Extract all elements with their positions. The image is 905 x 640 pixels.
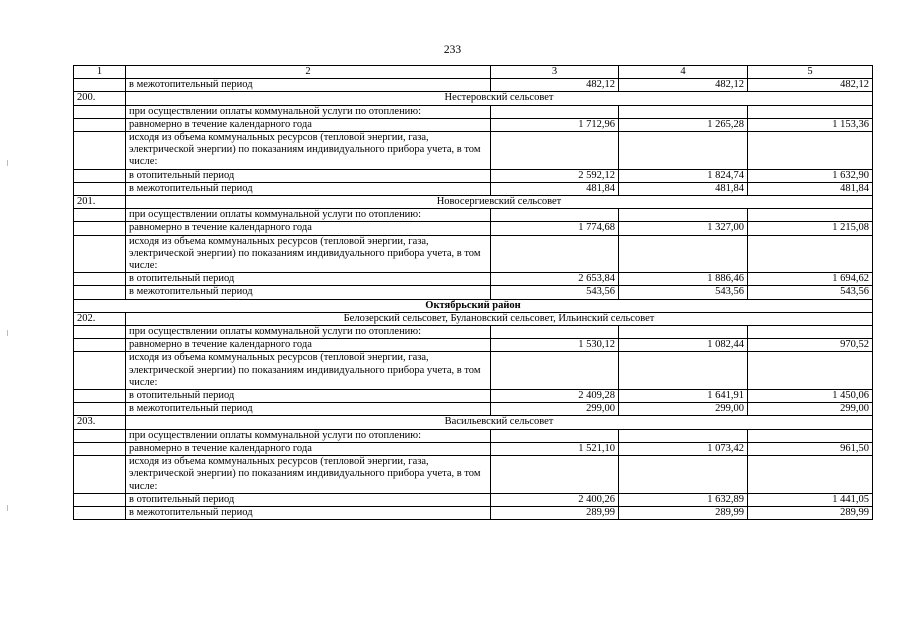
table-row xyxy=(74,105,873,118)
row-description: в отопительный период xyxy=(126,493,491,506)
value-col-3 xyxy=(491,326,619,339)
header-col-1: 1 xyxy=(74,66,126,79)
value-col-5: 481,84 xyxy=(748,182,873,195)
value-col-4 xyxy=(619,235,748,273)
table-row xyxy=(74,222,873,235)
table-body xyxy=(74,79,873,520)
header-col-3: 3 xyxy=(491,66,619,79)
row-description: при осуществлении оплаты коммунальной услуги по отоплению: xyxy=(126,429,491,442)
header-col-4: 4 xyxy=(619,66,748,79)
row-number xyxy=(74,390,126,403)
value-col-4: 482,12 xyxy=(619,79,748,92)
row-number xyxy=(74,506,126,519)
header-col-2: 2 xyxy=(126,66,491,79)
value-col-5: 289,99 xyxy=(748,506,873,519)
row-number xyxy=(74,442,126,455)
value-col-5 xyxy=(748,209,873,222)
row-description: в отопительный период xyxy=(126,273,491,286)
value-col-5: 1 694,62 xyxy=(748,273,873,286)
row-description: при осуществлении оплаты коммунальной услуги по отоплению: xyxy=(126,326,491,339)
row-number xyxy=(74,493,126,506)
row-number xyxy=(74,235,126,273)
row-description: при осуществлении оплаты коммунальной услуги по отоплению: xyxy=(126,105,491,118)
row-number xyxy=(74,286,126,299)
row-number xyxy=(74,429,126,442)
value-col-5: 970,52 xyxy=(748,339,873,352)
section-row xyxy=(74,416,873,429)
value-col-3 xyxy=(491,105,619,118)
row-description: в отопительный период xyxy=(126,169,491,182)
table-row xyxy=(74,442,873,455)
section-title: Белозерский сельсовет, Булановский сельсовет, Ильинский сельсовет xyxy=(126,312,873,325)
row-description: в межотопительный период xyxy=(126,79,491,92)
value-col-5 xyxy=(748,132,873,170)
value-col-3: 1 774,68 xyxy=(491,222,619,235)
row-number xyxy=(74,273,126,286)
value-col-3: 482,12 xyxy=(491,79,619,92)
scan-edge-mark xyxy=(7,160,8,166)
row-description: равномерно в течение календарного года xyxy=(126,118,491,131)
section-title: Новосергиевский сельсовет xyxy=(126,196,873,209)
value-col-5 xyxy=(748,235,873,273)
value-col-3: 543,56 xyxy=(491,286,619,299)
row-number xyxy=(74,79,126,92)
row-description: в межотопительный период xyxy=(126,286,491,299)
table-row xyxy=(74,403,873,416)
value-col-3 xyxy=(491,132,619,170)
row-description: исходя из объема коммунальных ресурсов (тепловой энергии, газа, электрической энергии) по показаниям индивидуального прибора учета, в том числе: xyxy=(126,456,491,494)
table-row xyxy=(74,286,873,299)
header-row xyxy=(74,66,873,79)
row-number: 202. xyxy=(74,312,126,325)
region-row xyxy=(74,299,873,312)
table-row xyxy=(74,118,873,131)
row-number xyxy=(74,118,126,131)
row-description: в межотопительный период xyxy=(126,403,491,416)
scan-edge-mark xyxy=(7,330,8,336)
row-description: в межотопительный период xyxy=(126,182,491,195)
row-description: исходя из объема коммунальных ресурсов (тепловой энергии, газа, электрической энергии) по показаниям индивидуального прибора учета, в том числе: xyxy=(126,132,491,170)
table-row xyxy=(74,235,873,273)
value-col-4: 1 327,00 xyxy=(619,222,748,235)
row-number: 201. xyxy=(74,196,126,209)
tariff-table xyxy=(73,65,873,520)
row-number xyxy=(74,169,126,182)
value-col-5: 961,50 xyxy=(748,442,873,455)
value-col-4: 1 082,44 xyxy=(619,339,748,352)
section-row xyxy=(74,92,873,105)
value-col-4 xyxy=(619,352,748,390)
row-number: 200. xyxy=(74,92,126,105)
value-col-4: 543,56 xyxy=(619,286,748,299)
value-col-4 xyxy=(619,209,748,222)
section-title: Нестеровский сельсовет xyxy=(126,92,873,105)
value-col-5: 482,12 xyxy=(748,79,873,92)
value-col-3: 481,84 xyxy=(491,182,619,195)
value-col-5: 1 153,36 xyxy=(748,118,873,131)
table-row xyxy=(74,456,873,494)
row-number xyxy=(74,182,126,195)
row-number xyxy=(74,403,126,416)
value-col-3: 1 521,10 xyxy=(491,442,619,455)
value-col-3 xyxy=(491,429,619,442)
row-description: в межотопительный период xyxy=(126,506,491,519)
table-row xyxy=(74,390,873,403)
value-col-4: 1 632,89 xyxy=(619,493,748,506)
row-number xyxy=(74,209,126,222)
row-description: равномерно в течение календарного года xyxy=(126,339,491,352)
value-col-3: 1 530,12 xyxy=(491,339,619,352)
table-row xyxy=(74,429,873,442)
table-row xyxy=(74,209,873,222)
region-title: Октябрьский район xyxy=(74,299,873,312)
row-number xyxy=(74,456,126,494)
table-row xyxy=(74,506,873,519)
value-col-3: 2 400,26 xyxy=(491,493,619,506)
value-col-4 xyxy=(619,326,748,339)
value-col-4: 299,00 xyxy=(619,403,748,416)
value-col-4: 1 641,91 xyxy=(619,390,748,403)
row-number xyxy=(74,222,126,235)
value-col-4 xyxy=(619,132,748,170)
value-col-4: 1 265,28 xyxy=(619,118,748,131)
table-row xyxy=(74,132,873,170)
value-col-4: 1 886,46 xyxy=(619,273,748,286)
value-col-4: 1 073,42 xyxy=(619,442,748,455)
value-col-4: 481,84 xyxy=(619,182,748,195)
value-col-5 xyxy=(748,429,873,442)
row-number xyxy=(74,105,126,118)
row-number xyxy=(74,132,126,170)
value-col-5: 1 632,90 xyxy=(748,169,873,182)
value-col-3: 2 592,12 xyxy=(491,169,619,182)
row-description: при осуществлении оплаты коммунальной услуги по отоплению: xyxy=(126,209,491,222)
value-col-4 xyxy=(619,456,748,494)
value-col-4 xyxy=(619,105,748,118)
value-col-3: 2 409,28 xyxy=(491,390,619,403)
value-col-3 xyxy=(491,209,619,222)
table-row xyxy=(74,182,873,195)
value-col-5: 299,00 xyxy=(748,403,873,416)
table-row xyxy=(74,352,873,390)
value-col-4: 1 824,74 xyxy=(619,169,748,182)
row-number xyxy=(74,352,126,390)
scan-edge-mark xyxy=(7,505,8,511)
table-row xyxy=(74,169,873,182)
row-number xyxy=(74,326,126,339)
value-col-4: 289,99 xyxy=(619,506,748,519)
table-row xyxy=(74,326,873,339)
row-number: 203. xyxy=(74,416,126,429)
value-col-5: 543,56 xyxy=(748,286,873,299)
value-col-3: 1 712,96 xyxy=(491,118,619,131)
value-col-3 xyxy=(491,352,619,390)
value-col-3 xyxy=(491,456,619,494)
value-col-3 xyxy=(491,235,619,273)
table-row xyxy=(74,493,873,506)
row-description: равномерно в течение календарного года xyxy=(126,442,491,455)
value-col-5: 1 450,06 xyxy=(748,390,873,403)
value-col-3: 289,99 xyxy=(491,506,619,519)
value-col-5 xyxy=(748,105,873,118)
table-row xyxy=(74,273,873,286)
row-description: исходя из объема коммунальных ресурсов (тепловой энергии, газа, электрической энергии) по показаниям индивидуального прибора учета, в том числе: xyxy=(126,235,491,273)
row-number xyxy=(74,339,126,352)
table-row xyxy=(74,339,873,352)
header-col-5: 5 xyxy=(748,66,873,79)
section-row xyxy=(74,196,873,209)
table-row xyxy=(74,79,873,92)
value-col-5 xyxy=(748,352,873,390)
value-col-5: 1 441,05 xyxy=(748,493,873,506)
page-number: 233 xyxy=(443,44,462,56)
section-title: Васильевский сельсовет xyxy=(126,416,873,429)
value-col-3: 299,00 xyxy=(491,403,619,416)
value-col-3: 2 653,84 xyxy=(491,273,619,286)
value-col-5 xyxy=(748,456,873,494)
value-col-5: 1 215,08 xyxy=(748,222,873,235)
row-description: исходя из объема коммунальных ресурсов (тепловой энергии, газа, электрической энергии) по показаниям индивидуального прибора учета, в том числе: xyxy=(126,352,491,390)
section-row xyxy=(74,312,873,325)
value-col-5 xyxy=(748,326,873,339)
row-description: в отопительный период xyxy=(126,390,491,403)
value-col-4 xyxy=(619,429,748,442)
row-description: равномерно в течение календарного года xyxy=(126,222,491,235)
